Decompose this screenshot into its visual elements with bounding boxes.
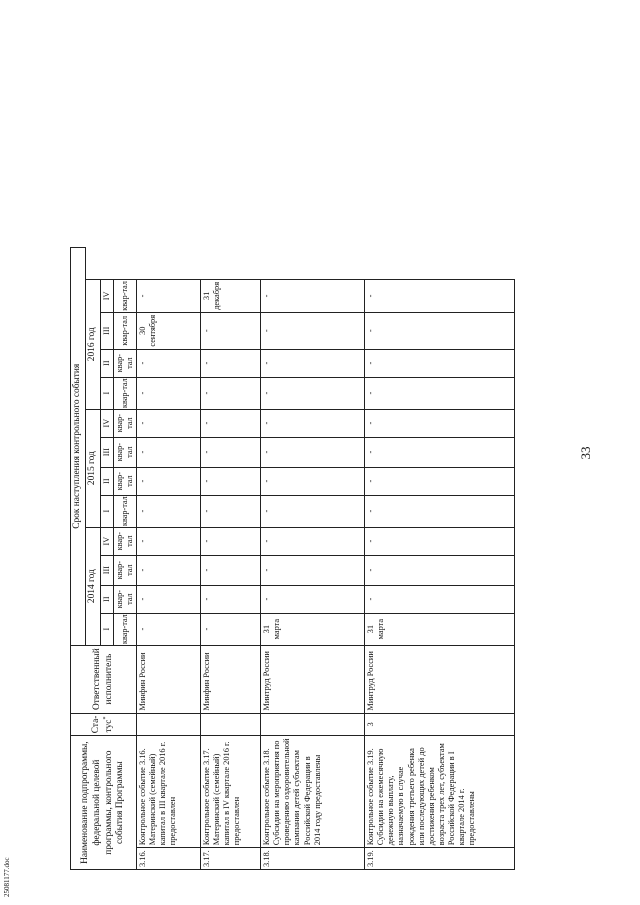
term-cell: -: [365, 377, 515, 409]
table-row: [137, 247, 201, 869]
table-row: [365, 247, 515, 869]
term-cell: -: [137, 467, 201, 495]
row-number: 3.19.: [365, 848, 515, 870]
quarter-number: IV: [100, 409, 113, 437]
term-cell: -: [201, 527, 261, 555]
term-cell: -: [201, 409, 261, 437]
term-cell: -: [261, 527, 365, 555]
quarter-word: квар-тал: [113, 409, 137, 437]
quarter-word: квар-тал: [113, 377, 137, 409]
event-name: Контрольное событие 3.18. Субсидии на мероприятия по проведению оздоровительной кампании детей субъектам Российской Федерации в 2014 году предоставлены: [261, 736, 365, 848]
page-number: 33: [578, 446, 593, 460]
table-row: [201, 247, 261, 869]
table-body: [137, 247, 515, 869]
term-cell: -: [365, 585, 515, 613]
event-status: [137, 713, 201, 736]
term-cell: -: [261, 467, 365, 495]
event-executor: Минфин России: [201, 645, 261, 713]
term-cell: -: [261, 349, 365, 377]
status-header-text: Ста-тус: [91, 715, 115, 734]
term-cell: -: [201, 495, 261, 527]
quarter-word: квар-тал: [113, 467, 137, 495]
quarter-number: I: [100, 495, 113, 527]
year-header: 2016 год: [85, 279, 100, 409]
event-name: Контрольное событие 3.16. Материнский (семейный) капитал в III квартале 2016 г. предоставлен: [137, 736, 201, 848]
term-cell: -: [201, 467, 261, 495]
status-footnote-mark: *: [103, 716, 110, 720]
term-cell: -: [365, 437, 515, 467]
term-cell: -: [201, 613, 261, 645]
event-status: [261, 713, 365, 736]
control-events-table: [70, 247, 515, 870]
quarter-word: квар-тал: [113, 437, 137, 467]
term-cell: -: [201, 437, 261, 467]
quarter-number: II: [100, 585, 113, 613]
term-cell: -: [365, 349, 515, 377]
term-cell: -: [137, 377, 201, 409]
quarter-word: квар-тал: [113, 585, 137, 613]
quarter-word: квар-тал: [113, 613, 137, 645]
column-header-status: [71, 713, 137, 736]
term-cell: -: [137, 613, 201, 645]
column-header-term: Срок наступления контрольного события: [71, 247, 86, 645]
event-executor: Минтруд России: [261, 645, 365, 713]
quarter-number: IV: [100, 527, 113, 555]
term-cell: -: [261, 377, 365, 409]
term-cell: -: [137, 409, 201, 437]
term-cell: -: [137, 279, 201, 312]
term-cell: -: [365, 555, 515, 585]
year-header: 2015 год: [85, 409, 100, 527]
quarter-number: I: [100, 377, 113, 409]
quarter-number: III: [100, 555, 113, 585]
term-cell: 31 марта: [365, 613, 515, 645]
term-cell: -: [365, 312, 515, 349]
term-cell: -: [137, 349, 201, 377]
term-cell: -: [201, 349, 261, 377]
term-cell: -: [365, 495, 515, 527]
term-cell: -: [261, 437, 365, 467]
term-cell: 31 декабря: [201, 279, 261, 312]
year-header: 2014 год: [85, 527, 100, 645]
row-number: 3.18.: [261, 848, 365, 870]
term-cell: -: [201, 555, 261, 585]
quarter-number: III: [100, 437, 113, 467]
table-row: [261, 247, 365, 869]
quarter-word: квар-тал: [113, 527, 137, 555]
event-executor: Минтруд России: [365, 645, 515, 713]
quarter-word: квар-тал: [113, 312, 137, 349]
quarter-word: квар-тал: [113, 349, 137, 377]
quarter-word: квар-тал: [113, 495, 137, 527]
quarter-number: I: [100, 613, 113, 645]
term-cell: -: [137, 495, 201, 527]
term-cell: -: [201, 312, 261, 349]
term-cell: -: [365, 279, 515, 312]
column-header-executor: Ответственный исполнитель: [71, 645, 137, 713]
quarter-word: квар-тал: [113, 555, 137, 585]
event-name: Контрольное событие 3.17. Материнский (семейный) капитал в IV квартале 2016 г. предоставлен: [201, 736, 261, 848]
term-cell: -: [201, 377, 261, 409]
term-cell: -: [261, 585, 365, 613]
term-cell: -: [137, 555, 201, 585]
term-cell: -: [261, 495, 365, 527]
term-cell: -: [137, 585, 201, 613]
quarter-number: IV: [100, 279, 113, 312]
term-cell: 31 марта: [261, 613, 365, 645]
quarter-number: II: [100, 349, 113, 377]
term-cell: -: [201, 585, 261, 613]
row-number: 3.16.: [137, 848, 201, 870]
quarter-number: II: [100, 467, 113, 495]
term-cell: 30 сентября: [137, 312, 201, 349]
event-executor: Минфин России: [137, 645, 201, 713]
term-cell: -: [261, 555, 365, 585]
quarter-word: квар-тал: [113, 279, 137, 312]
term-cell: -: [261, 312, 365, 349]
quarter-number: III: [100, 312, 113, 349]
term-cell: -: [261, 279, 365, 312]
term-cell: -: [365, 527, 515, 555]
event-name: Контрольное событие 3.19. Субсидии на ежемесячную денежную выплату, назначаемую в случае рождения третьего ребенка или последующих детей до достижения ребенком возраста трех лет, субъектам Российской Федерации в I квартале 2014 г. предоставлены: [365, 736, 515, 848]
event-status: 3: [365, 713, 515, 736]
row-number: 3.17.: [201, 848, 261, 870]
term-cell: -: [365, 409, 515, 437]
term-cell: -: [137, 527, 201, 555]
event-status: [201, 713, 261, 736]
document-code: 25081177.doc: [3, 857, 11, 897]
term-cell: -: [365, 467, 515, 495]
term-cell: -: [261, 409, 365, 437]
term-cell: -: [137, 437, 201, 467]
column-header-name: Наименование подпрограммы, федеральной целевой программы, контрольного события Программы: [71, 736, 137, 870]
